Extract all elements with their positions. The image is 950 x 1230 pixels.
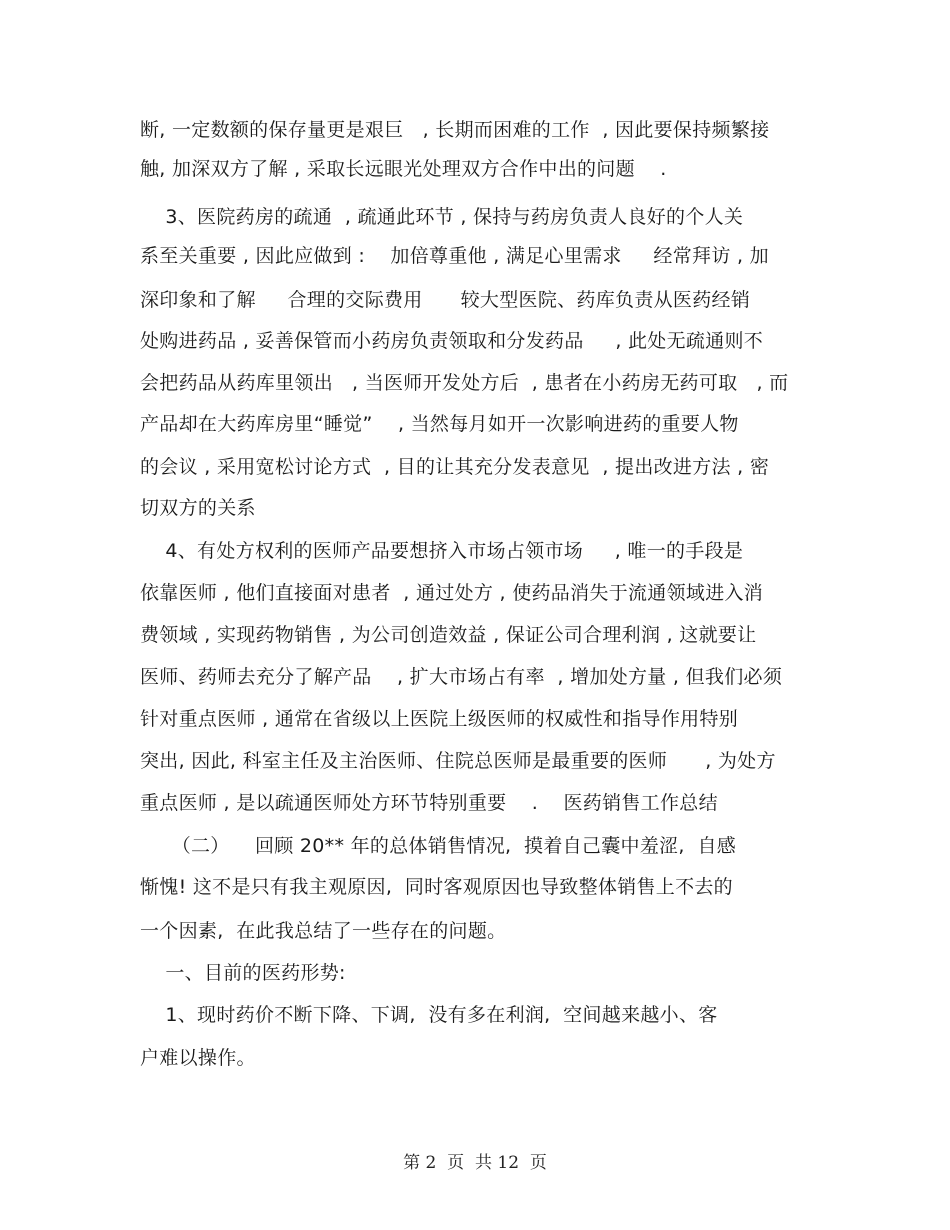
text-line: （二） 回顾 20** 年的总体销售情况, 摸着自己囊中羞涩, 自感 [140, 835, 737, 857]
text-line: 依靠医师 , 他们直接面对患者 , 通过处方 , 使药品消失于流通领域进入消 [140, 582, 764, 604]
text-line: 处购进药品 , 妥善保管而小药房负责领取和分发药品 , 此处无疏通则不 [140, 330, 764, 352]
text-line: 重点医师 , 是以疏通医师处方环节特别重要 . 医药销售工作总结 [140, 792, 718, 814]
text-line: 断, 一定数额的保存量更是艰巨 , 长期而困难的工作 , 因此要保持频繁接 [140, 119, 770, 141]
text-line: 切双方的关系 [140, 497, 256, 519]
text-line: 的会议 , 采用宽松讨论方式 , 目的让其充分发表意见 , 提出改进方法 , 密 [140, 456, 770, 478]
text-line: 深印象和了解 合理的交际费用 较大型医院、药库负责从医药经销 [140, 289, 751, 311]
text-line: 1、现时药价不断下降、下调, 没有多在利润, 空间越来越小、客 [140, 1004, 718, 1026]
text-line: 突出, 因此, 科室主任及主治医师、住院总医师是最重要的医师 , 为处方 [140, 750, 776, 772]
text-line: 4、有处方权利的医师产品要想挤入市场占领市场 , 唯一的手段是 [140, 540, 744, 562]
text-line: 触, 加深双方了解 , 采取长远眼光处理双方合作中出的问题 . [140, 158, 667, 180]
text-line: 3、医院药房的疏通 , 疏通此环节 , 保持与药房负责人良好的个人关 [140, 206, 744, 228]
text-line: 会把药品从药库里领出 , 当医师开发处方后 , 患者在小药房无药可取 , 而 [140, 372, 789, 394]
text-line: 惭愧! 这不是只有我主观原因, 同时客观原因也导致整体销售上不去的 [140, 876, 733, 898]
text-line: 系至关重要 , 因此应做到 : 加倍尊重他 , 满足心里需求 经常拜访 , 加 [140, 245, 769, 267]
text-line: 产品却在大药库房里“睡觉” , 当然每月如开一次影响进药的重要人物 [140, 413, 739, 435]
text-line: 户难以操作。 [140, 1047, 256, 1069]
page-number-footer: 第 2 页 共 12 页 [403, 1153, 547, 1173]
text-line: 费领域 , 实现药物销售 , 为公司创造效益 , 保证公司合理利润 , 这就要让 [140, 624, 757, 646]
text-line: 医师、药师去充分了解产品 , 扩大市场占有率 , 增加处方量 , 但我们必须 [140, 666, 783, 688]
text-line: 一个因素, 在此我总结了一些存在的问题。 [140, 920, 507, 942]
text-line: 一、目前的医药形势: [140, 962, 346, 984]
text-line: 针对重点医师 , 通常在省级以上医院上级医师的权威性和指导作用特别 [140, 708, 739, 730]
